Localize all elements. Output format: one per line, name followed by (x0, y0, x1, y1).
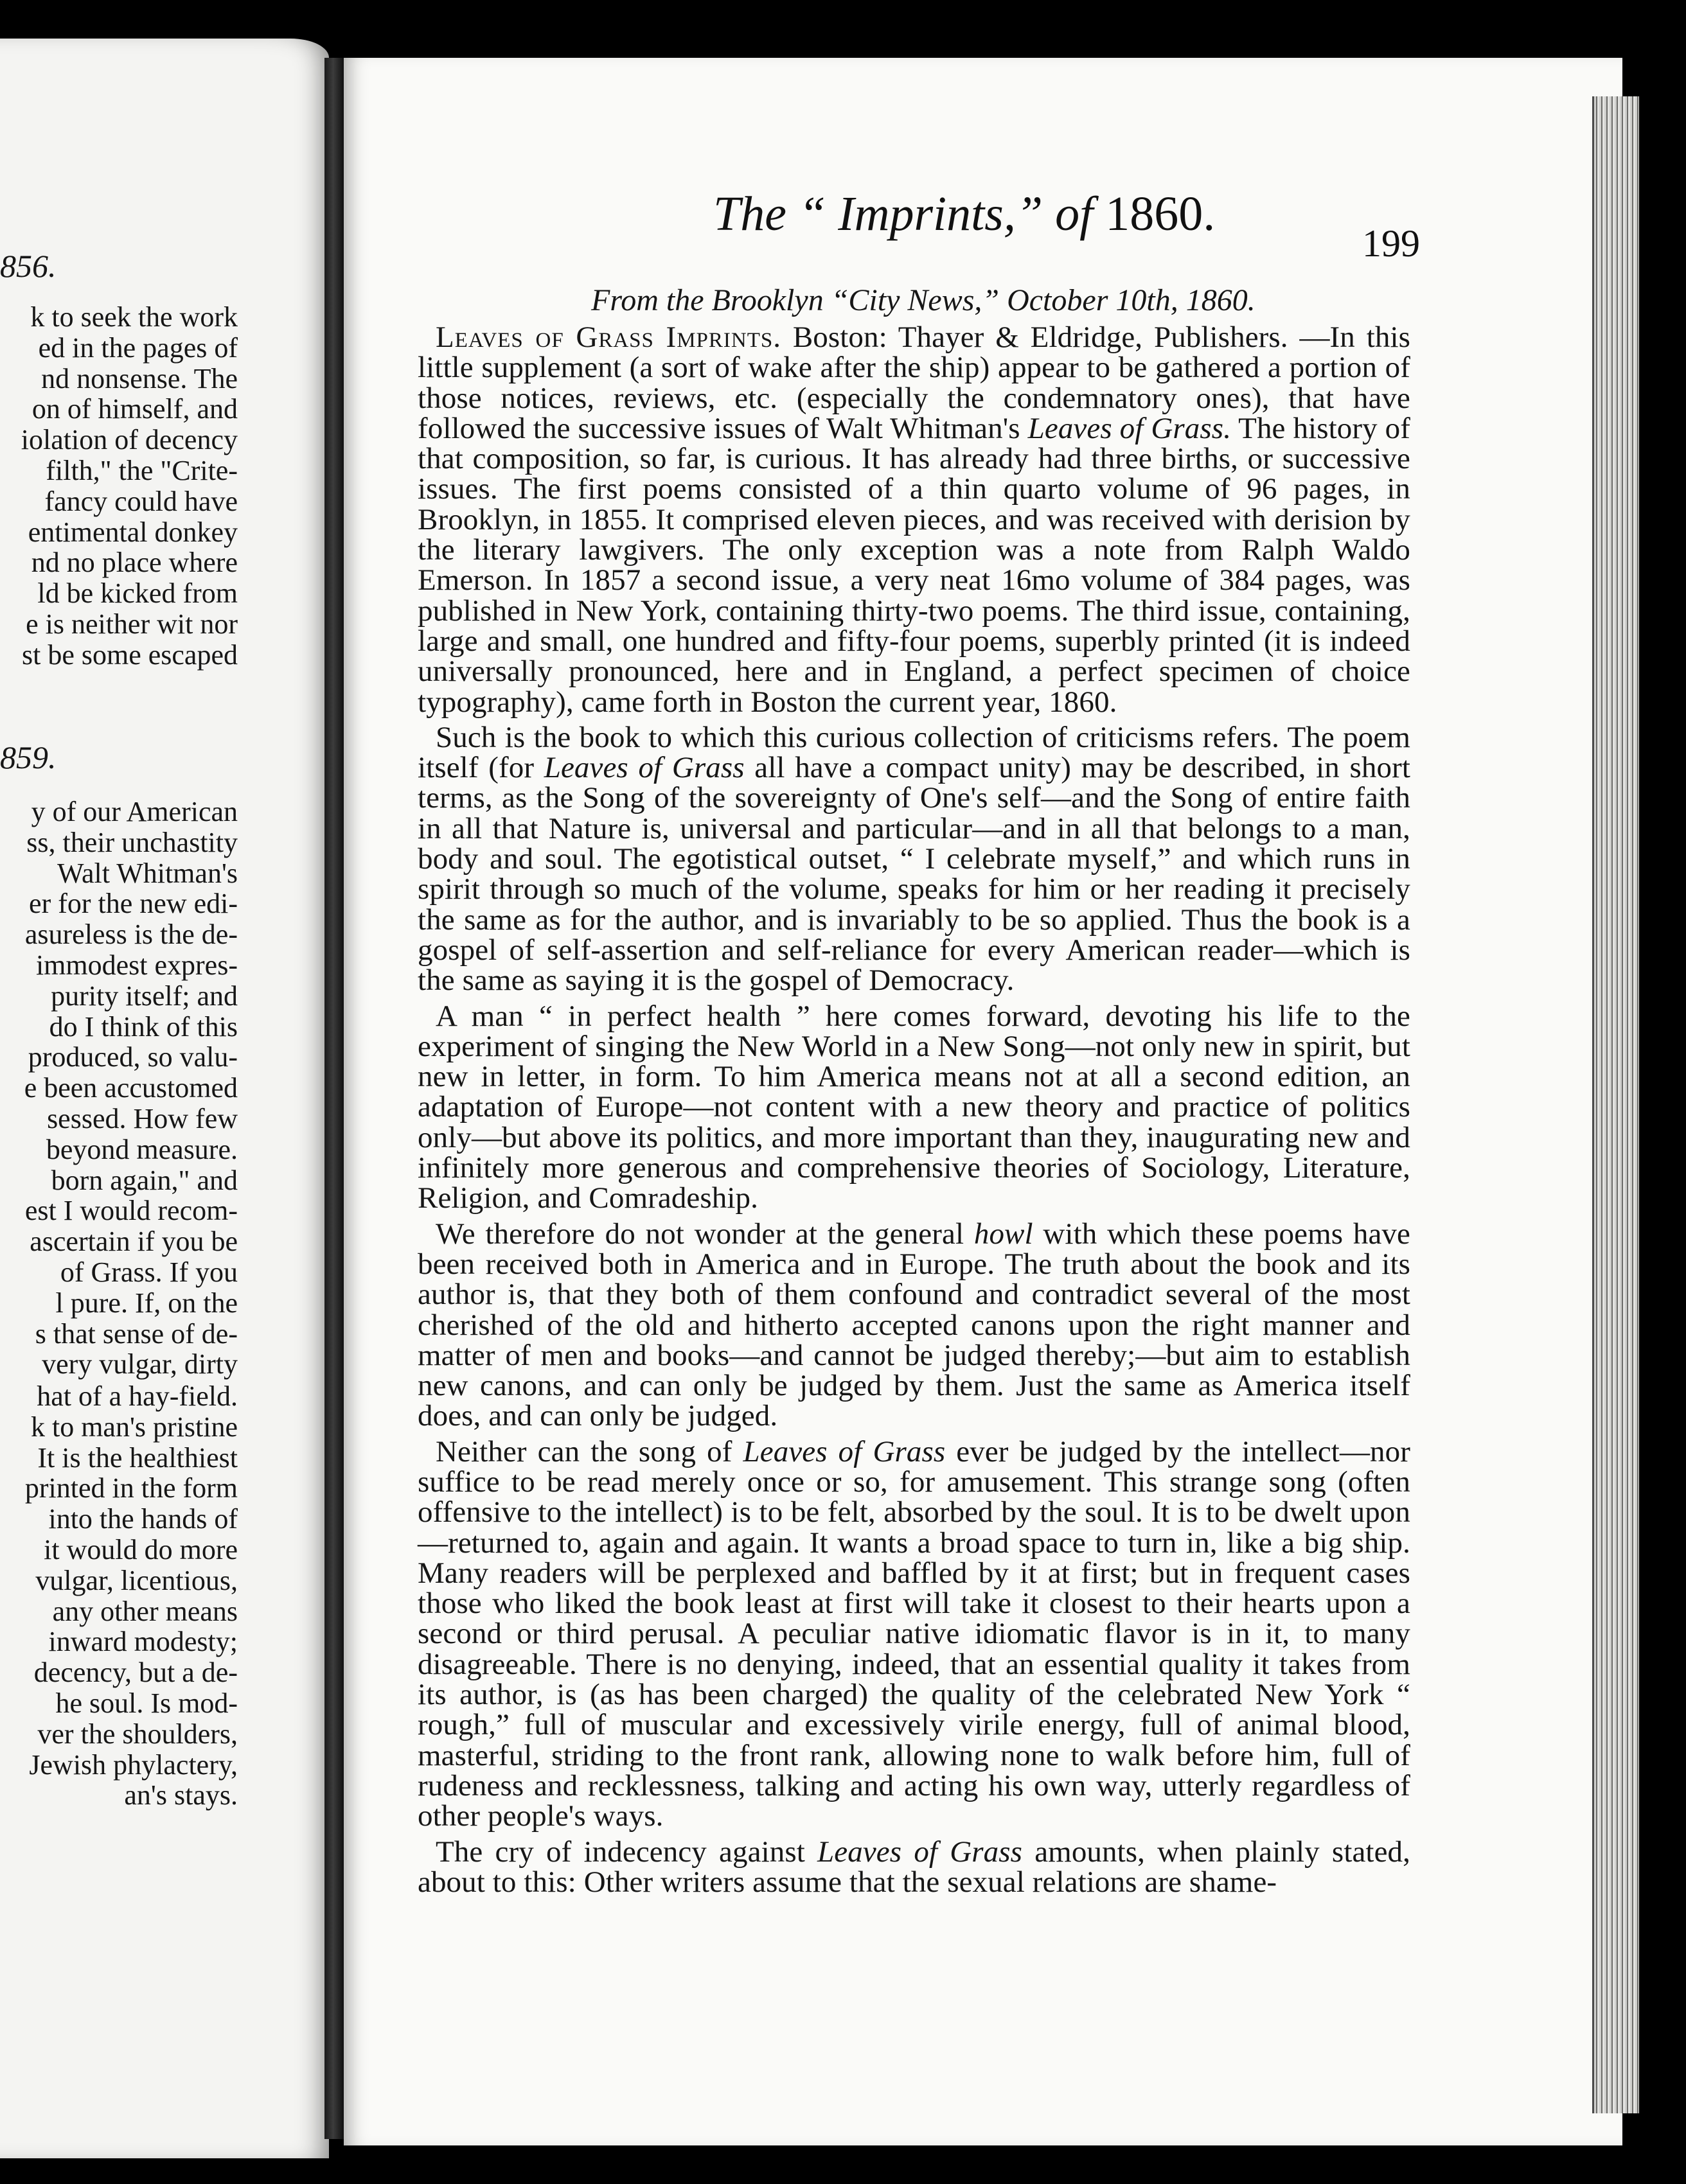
left-page-line: st be some escaped (22, 638, 238, 671)
left-page-line: hat of a hay-field. (37, 1380, 238, 1412)
previous-page (0, 39, 329, 2158)
left-page-line: nd no place where (31, 547, 238, 579)
paragraph-6: The cry of indecency against Leaves of Grass amounts, when plainly stated, about to this: Other writers assume that the sexual relations are shame- (418, 1835, 1411, 1899)
left-page-line: into the hands of (48, 1503, 238, 1535)
page-edges (1592, 96, 1639, 2113)
left-page-line: sessed. How few (47, 1103, 238, 1134)
left-page-line: printed in the form (24, 1472, 238, 1504)
left-page-line: produced, so valu- (28, 1041, 238, 1073)
left-page-line: of Grass. If you (60, 1256, 238, 1288)
left-page-line: k to man's pristine (30, 1411, 238, 1443)
left-page-line: entimental donkey (28, 516, 238, 548)
left-page-line: k to seek the work (30, 301, 238, 333)
left-page-line: e been accustomed (24, 1072, 238, 1104)
left-page-line: ver the shoulders, (37, 1718, 238, 1750)
paragraph-1: Leaves of Grass Imprints. Boston: Thayer & Eldridge, Publishers. —In this little supplement (a sort of wake after the ship) appear to be gathered a portion of those notices, reviews, etc. (especially the condemnatory ones), that have followed the successive issues of Walt Whitman's Leaves of Grass. The history of that composition, so far, is curious. It has already had three births, or successive issues. The first poems consisted of a thin quarto volume of 96 pages, in Brooklyn, in 1855. It comprised eleven pieces, and was received with derision by the literary lawgivers. The only exception was a note from Ralph Waldo Emerson. In 1857 a second issue, a very neat 16mo volume of 384 pages, was published in New York, containing thirty-two poems. The third issue, containing, large and small, one hundred and fifty-four poems, superbly printed (it is indeed universally pronounced, here and in England, a perfect specimen of choice typography), came forth in Boston the current year, 1860. (418, 321, 1411, 719)
left-page-line: ed in the pages of (38, 331, 238, 364)
left-page-line: it would do more (44, 1534, 238, 1565)
article-body (418, 322, 1410, 1898)
source-line: From the Brooklyn “City News,” October 10th, 1860. (591, 283, 1256, 317)
left-page-line: purity itself; and (51, 980, 238, 1012)
left-page-line: beyond measure. (46, 1133, 238, 1165)
left-page-line: very vulgar, dirty (42, 1348, 238, 1380)
paragraph-5: Neither can the song of Leaves of Grass ever be judged by the intellect—nor suffice to be read merely once or so, for amusement. This strange song (often offensive to the intellect) is to be felt, absorbed by the soul. It is to be dwelt upon—returned to, again and again. It wants a broad space to turn in, like a big ship. Many readers will be perplexed and baffled by it at first; but in frequent cases those who liked the book least at first will take it closest to their hearts upon a second or third perusal. A peculiar native idiomatic flavor is in it, to many disagreeable. There is no denying, indeed, that an essential quality it takes from its author, is (as has been charged) the quality of the celebrated New York “ rough,” full of muscular and excessively virile energy, full of animal blood, masterful, striding to the front rank, allowing none to walk before him, full of rudeness and recklessness, talking and acting his own way, utterly regardless of other people's ways. (418, 1434, 1410, 1833)
left-page-line: inward modesty; (48, 1626, 238, 1658)
running-head-year: 1860. (1105, 187, 1216, 241)
left-page-line: on of himself, and (31, 393, 238, 425)
left-page-line: ascertain if you be (30, 1226, 238, 1258)
running-head-title: The “ Imprints,” of (713, 187, 1094, 241)
left-page-line: Jewish phylactery, (29, 1748, 238, 1781)
left-page-line: he soul. Is mod- (55, 1687, 238, 1719)
left-page-line: an's stays. (124, 1779, 238, 1811)
left-page-heading: 856. (0, 248, 57, 284)
left-page-line: decency, but a de- (33, 1657, 238, 1689)
left-page-line: s that sense of de- (35, 1317, 238, 1350)
left-page-line: immodest expres- (35, 949, 238, 981)
left-page-line: l pure. If, on the (55, 1287, 238, 1319)
left-page-line: fancy could have (44, 485, 238, 517)
left-page-line: est I would recom- (24, 1195, 238, 1227)
left-page-line: It is the healthiest (37, 1441, 238, 1474)
left-page-line: e is neither wit nor (26, 608, 238, 640)
paragraph-3: A man “ in perfect health ” here comes forward, devoting his life to the experiment of singing the New World in a New Song—not only new in spirit, but new in letter, in form. To him America means not at all a second edition, an adaptation of Europe—not content with a new theory and practice of politics only—but above its politics, and more important than they, inaugurating new and infinitely more generous and comprehensive theories of Sociology, Literature, Religion, and Comradeship. (418, 999, 1410, 1215)
left-page-line: nd nonsense. The (41, 362, 238, 394)
left-page-line: ld be kicked from (37, 577, 238, 610)
left-page-line: asureless is the de- (24, 919, 238, 951)
left-page-heading: 859. (0, 739, 57, 775)
left-page-line: do I think of this (49, 1010, 238, 1043)
left-page-line: y of our American (31, 796, 238, 827)
page-number: 199 (1362, 222, 1420, 265)
left-page-line: iolation of decency (21, 424, 238, 456)
book-spine (324, 58, 344, 2139)
left-page-line: any other means (52, 1595, 238, 1627)
left-page-line: er for the new edi- (29, 888, 238, 920)
paragraph-4: We therefore do not wonder at the general howl with which these poems have been received both in America and in Europe. The truth about the book and its author is, that they both of them confound and contradict several of the most cherished of the old and hitherto accepted canons upon the right manner and matter of men and books—and cannot be judged thereby;—but aim to establish new canons, and can only be judged by them. Just the same as America itself does, and can only be judged. (418, 1217, 1410, 1433)
left-page-line: vulgar, licentious, (35, 1564, 238, 1596)
left-page-line: ss, their unchastity (26, 826, 238, 858)
running-head (713, 186, 1215, 242)
article-title: Leaves of Grass Imprints. (436, 321, 782, 354)
paragraph-2: Such is the book to which this curious collection of criticisms refers. The poem itself (for Leaves of Grass all have a compact unity) may be described, in short terms, as the Song of the sovereignty of One's self—and the Song of entire faith in all that Nature is, universal and particular—and in all that belongs to a man, body and soul. The egotistical outset, “ I celebrate myself,” and which runs in spirit through so much of the volume, speaks for him or her reading it precisely the same as for the author, and is invariably to be so applied. Thus the book is a gospel of self-assertion and self-reliance for every American reader—which is the same as saying it is the gospel of Democracy. (418, 720, 1410, 998)
left-page-line: born again," and (51, 1164, 238, 1196)
left-page-line: Walt Whitman's (57, 857, 238, 889)
left-page-line: filth," the "Crite- (46, 455, 238, 486)
